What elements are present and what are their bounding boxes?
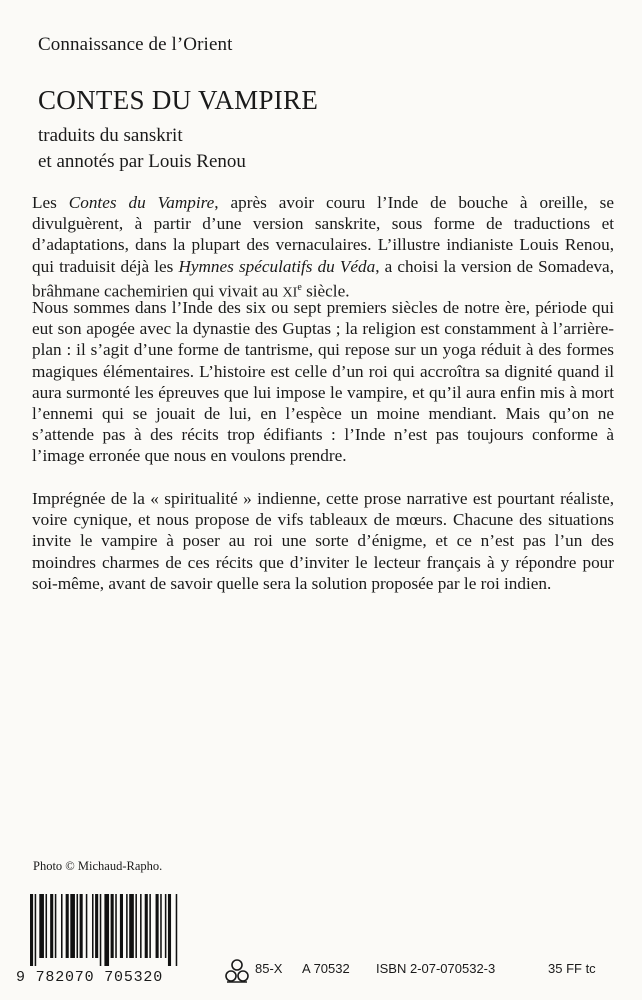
barcode <box>16 894 206 984</box>
barcode-bar <box>30 894 33 966</box>
barcode-bar <box>50 894 53 958</box>
subtitle-line-2: et annotés par Louis Renou <box>38 151 246 172</box>
barcode-bar <box>145 894 148 958</box>
barcode-bar <box>100 894 102 966</box>
barcode-bars <box>30 894 206 966</box>
series-name: Connaissance de l’Orient <box>38 34 233 55</box>
barcode-bar <box>160 894 162 958</box>
book-title-italic: Contes du Vampire <box>68 193 215 212</box>
photo-credit: Photo © Michaud-Rapho. <box>33 859 163 873</box>
barcode-bar <box>104 894 109 966</box>
barcode-bar <box>120 894 123 958</box>
barcode-bar <box>80 894 83 958</box>
barcode-bar <box>70 894 75 958</box>
subtitle-line-1: traduits du sanskrit <box>38 125 183 146</box>
barcode-bar <box>156 894 159 958</box>
barcode-bar <box>129 894 134 958</box>
barcode-bar <box>66 894 69 958</box>
barcode-bar <box>176 894 178 966</box>
barcode-bar <box>95 894 98 958</box>
isbn: ISBN 2-07-070532-3 <box>376 961 496 976</box>
hymnes-title-italic: Hymnes spéculatifs du Véda <box>178 256 376 276</box>
gallimard-logo-icon <box>223 958 251 984</box>
barcode-bar <box>92 894 94 958</box>
book-title: CONTES DU VAMPIRE <box>38 85 319 115</box>
code-85x: 85-X <box>255 961 283 976</box>
barcode-bar <box>149 894 151 958</box>
barcode-bar <box>111 894 114 958</box>
barcode-bar <box>39 894 44 958</box>
barcode-bar <box>135 894 137 958</box>
paragraph-2: Nous sommes dans l’Inde des six ou sept premiers siècles de notre ère, période qui eut son apogée avec la dynastie des Guptas ; la religion est constamment à l’arrière-plan : il s’agit d’une forme de tantrisme, qui repose sur un yoga réduit à des formes magiques élémentaires. L’histoire est celle d’un roi qui accroîtra sa dignité quand il aura surmonté les épreuves que lui impose le vampire, et qu’il aura enfin mis à mort l’ennemi qui se jouait de lui, en l’espèce un moine mendiant. Mais qu’on ne s’attende pas à des récits trop édifiants : l’Inde n’est pas toujours conforme à l’image erronée que nous en voulons prendre. <box>32 298 614 466</box>
code-a-number: A 70532 <box>302 961 350 976</box>
barcode-bar <box>77 894 79 958</box>
barcode-bar <box>35 894 37 966</box>
paragraph-1: Les Contes du Vampire, après avoir couru l’Inde de bouche à oreille, se divulguèrent, à partir d’une version sanskrite, sous forme de traductions et d’adaptations, dans la plupart des vernaculaires. L’illustre indianiste Louis Renou, qui traduisit déjà les Hymnes spéculatifs du Véda, a choisi la version de Somadeva, brâhmane cachemirien qui vivait au XIe siècle. <box>32 193 615 301</box>
barcode-number: 9 782070 705320 <box>16 969 164 986</box>
barcode-bar <box>61 894 63 958</box>
century-numeral: XI <box>282 285 298 301</box>
barcode-bar <box>55 894 57 958</box>
barcode-bar <box>140 894 142 958</box>
paragraph-3: Imprégnée de la « spiritualité » indienne, cette prose narrative est pourtant réaliste, voire cynique, et nous propose de vifs tableaux de mœurs. Chacune des situations invite le vampire à poser au roi une sorte d’énigme, et ce n’est pas l’un des moindres charmes de ces récits que d’inviter le lecteur français à y répondre pour soi-même, avant de savoir quelle sera la solution proposée par le roi indien. <box>32 489 614 593</box>
barcode-bar <box>115 894 117 958</box>
barcode-bar <box>168 894 171 966</box>
barcode-bar <box>86 894 88 958</box>
price: 35 FF tc <box>548 961 596 976</box>
barcode-bar <box>126 894 128 958</box>
subtitle <box>38 123 246 175</box>
barcode-bar <box>46 894 48 958</box>
barcode-bar <box>165 894 167 958</box>
